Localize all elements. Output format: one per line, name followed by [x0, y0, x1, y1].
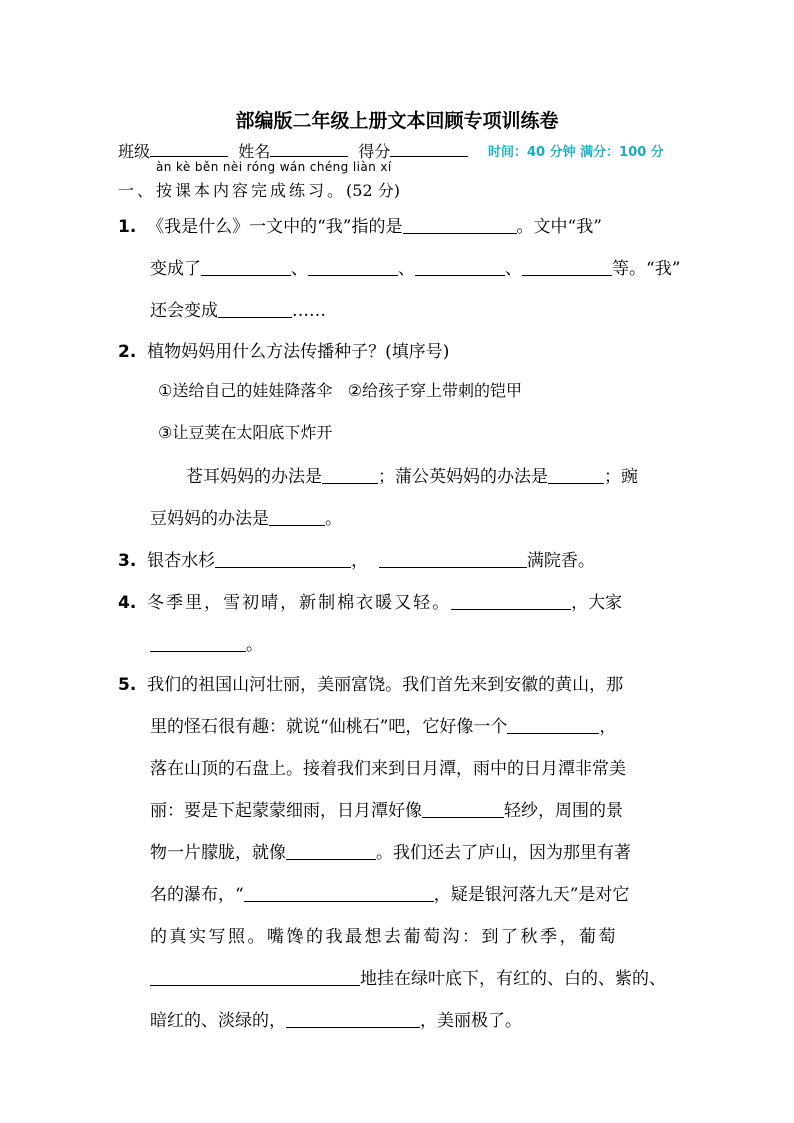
- separator: 、: [505, 259, 522, 279]
- q3-text: 银杏水杉: [147, 551, 216, 571]
- q2-option-2: ②给孩子穿上带刺的铠甲: [347, 381, 522, 400]
- q5-text: 物一片朦胧，就像: [150, 843, 286, 863]
- q5-text: 里的怪石很有趣：就说“仙桃石”吧，它好像一个: [150, 717, 508, 737]
- q1-line-3: [150, 296, 326, 321]
- q1-text: 等。“我”: [612, 259, 681, 279]
- q2-blank-1[interactable]: [322, 467, 378, 484]
- student-info-line: [118, 139, 468, 162]
- q5-text: ，: [599, 717, 617, 737]
- q5-line-1: [118, 670, 623, 695]
- q2-text: ；豌: [604, 467, 638, 487]
- q5-blank-4[interactable]: [244, 885, 434, 902]
- class-blank[interactable]: [150, 142, 228, 157]
- q5-text: 的真实写照。嘴馋的我最想去葡萄沟：到了秋季，葡萄: [150, 927, 618, 947]
- q2-text: 豆妈妈的办法是: [150, 509, 269, 529]
- q5-number: 5.: [118, 675, 137, 695]
- q5-line-6: [150, 880, 629, 905]
- q1-text: 。文中“我”: [516, 217, 602, 237]
- q1-blank-4[interactable]: [415, 259, 505, 276]
- q1-text: 变成了: [150, 259, 201, 279]
- q1-text: ……: [292, 301, 326, 321]
- q5-text: 名的瀑布，“: [150, 885, 244, 905]
- name-label: 姓名: [238, 142, 271, 161]
- score-label: 得分: [358, 142, 391, 161]
- section-label: 一、按课本内容完成练习。: [118, 181, 347, 200]
- name-blank[interactable]: [270, 142, 348, 157]
- q2-text: 。: [325, 509, 342, 529]
- q2-blank-2[interactable]: [548, 467, 604, 484]
- q3-text: ，: [351, 551, 369, 571]
- q3-blank-1[interactable]: [215, 551, 351, 568]
- q3-line-1: [118, 546, 595, 571]
- page-title: 部编版二年级上册文本回顾专项训练卷: [235, 110, 559, 132]
- q2-line-4: [186, 462, 638, 487]
- q1-text: 还会变成: [150, 301, 218, 321]
- class-label: 班级: [118, 142, 151, 161]
- q4-line-2: [150, 630, 263, 655]
- q1-blank-5[interactable]: [522, 259, 612, 276]
- q5-text: 落在山顶的石盘上。接着我们来到日月潭，雨中的日月潭非常美: [150, 759, 626, 779]
- section-points: (52 分): [346, 181, 400, 200]
- q2-options-row-1: [158, 378, 522, 401]
- q5-text: 我们的祖国山河壮丽，美丽富饶。我们首先来到安徽的黄山，那: [147, 675, 624, 695]
- q1-blank-1[interactable]: [403, 217, 517, 234]
- section-pinyin: àn kè běn nèi róng wán chéng liàn xí: [156, 160, 392, 174]
- q4-text: 冬季里，雪初晴，新制棉衣暖又轻。: [147, 593, 452, 613]
- separator: 、: [291, 259, 308, 279]
- q4-line-1: [118, 588, 622, 613]
- q4-blank-1[interactable]: [451, 593, 571, 610]
- q2-number: 2.: [118, 342, 137, 362]
- q2-option-3: ③让豆荚在太阳底下炸开: [158, 423, 333, 442]
- time-score-info: 时间：40 分钟 满分：100 分: [488, 145, 664, 160]
- q5-line-8: [150, 964, 666, 989]
- q1-line-2: [150, 254, 680, 279]
- q1-blank-2[interactable]: [201, 259, 291, 276]
- q3-text: 满院香。: [526, 551, 595, 571]
- q5-line-9: [150, 1006, 522, 1031]
- q1-text: 《我是什么》一文中的“我”指的是: [147, 217, 403, 237]
- q4-blank-2[interactable]: [150, 635, 246, 652]
- q2-options-row-2: [158, 420, 332, 443]
- q5-blank-6[interactable]: [286, 1011, 420, 1028]
- q5-blank-1[interactable]: [507, 717, 599, 734]
- q4-text: ，大家: [571, 593, 623, 613]
- q5-blank-5[interactable]: [150, 969, 360, 986]
- q2-text: 植物妈妈用什么方法传播种子？(填序号): [147, 342, 450, 362]
- q2-line-1: [118, 337, 449, 362]
- q5-text: ，疑是银河落九天”是对它: [433, 885, 630, 905]
- q1-blank-6[interactable]: [218, 301, 292, 318]
- q5-line-7: [150, 922, 618, 947]
- q2-text: 苍耳妈妈的办法是: [186, 467, 322, 487]
- q4-number: 4.: [118, 593, 137, 613]
- q5-blank-2[interactable]: [422, 801, 504, 818]
- q1-number: 1.: [118, 217, 137, 237]
- q3-blank-2[interactable]: [379, 551, 527, 568]
- q5-line-2: [150, 712, 616, 737]
- q3-number: 3.: [118, 551, 137, 571]
- q1-blank-3[interactable]: [308, 259, 398, 276]
- q5-blank-3[interactable]: [286, 843, 376, 860]
- q5-text: 地挂在绿叶底下，有红的、白的、紫的、: [360, 969, 666, 989]
- section-heading: [118, 178, 400, 201]
- score-blank[interactable]: [390, 142, 468, 157]
- q5-text: ，美丽极了。: [420, 1011, 522, 1031]
- q5-line-3: [150, 754, 626, 779]
- q5-text: 轻纱，周围的景: [504, 801, 623, 821]
- q2-option-1: ①送给自己的娃娃降落伞: [158, 381, 333, 400]
- q2-blank-3[interactable]: [269, 509, 325, 526]
- q5-line-4: [150, 796, 623, 821]
- q5-text: 暗红的、淡绿的，: [150, 1011, 286, 1031]
- q4-text: 。: [246, 635, 263, 655]
- q5-text: 丽：要是下起蒙蒙细雨，日月潭好像: [150, 801, 422, 821]
- q2-text: ；蒲公英妈妈的办法是: [378, 467, 548, 487]
- separator: 、: [398, 259, 415, 279]
- q5-line-5: [150, 838, 631, 863]
- q1-line-1: [118, 212, 602, 237]
- q5-text: 。我们还去了庐山，因为那里有著: [376, 843, 631, 863]
- q2-line-5: [150, 504, 342, 529]
